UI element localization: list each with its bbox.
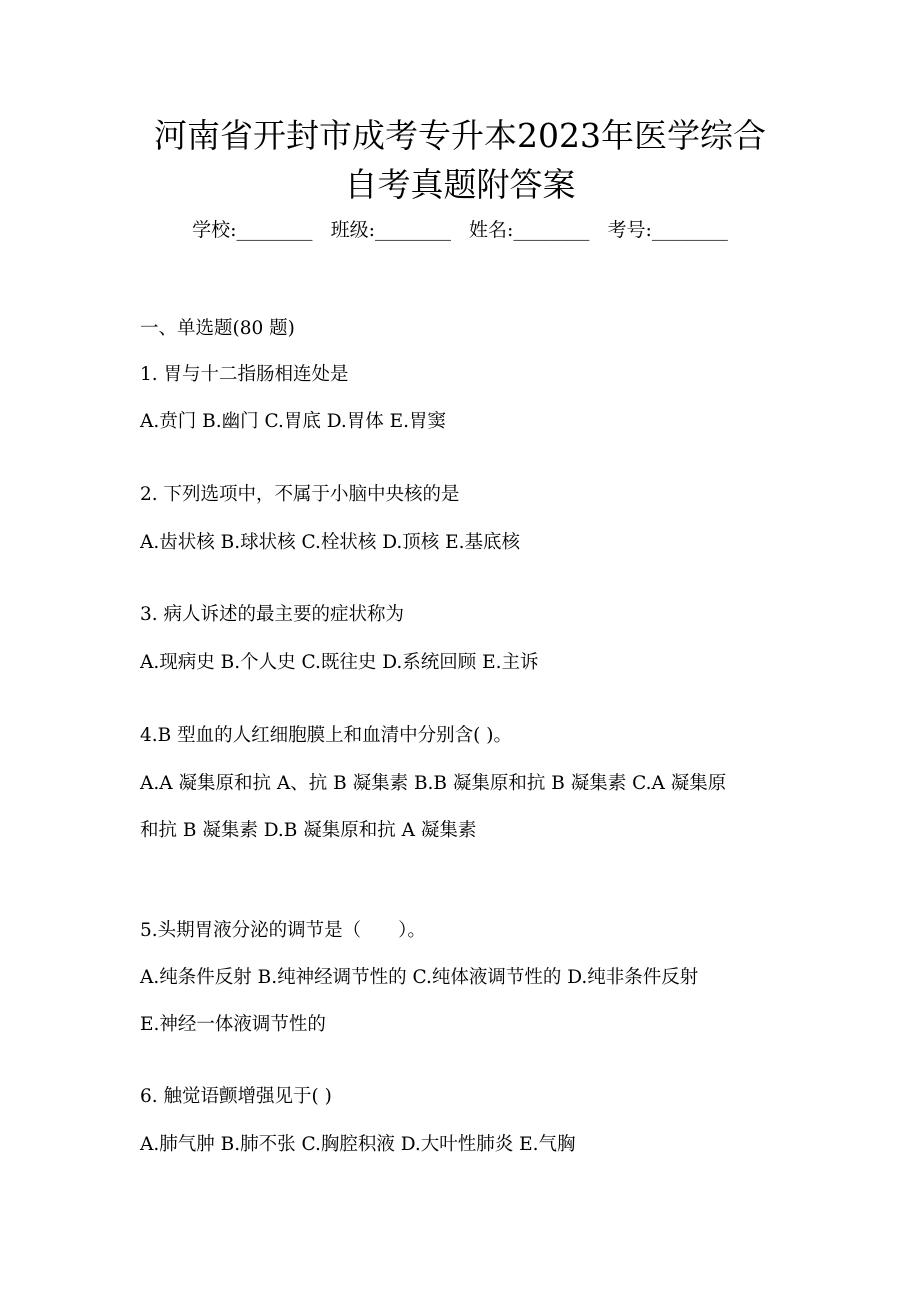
class-field: 班级:________: [330, 219, 451, 241]
document-title-line-2: 自考真题附答案: [344, 165, 576, 204]
school-field: 学校:________: [192, 219, 313, 241]
question-6-options: A.肺气肿 B.肺不张 C.胸腔积液 D.大叶性肺炎 E.气胸: [140, 1134, 576, 1155]
question-6-stem: 6. 触觉语颤增强见于( ): [140, 1086, 332, 1107]
question-1-stem: 1. 胃与十二指肠相连处是: [140, 364, 349, 385]
question-5-options-line-2: E.神经一体液调节性的: [140, 1014, 326, 1035]
question-3-options: A.现病史 B.个人史 C.既往史 D.系统回顾 E.主诉: [140, 652, 539, 673]
question-4-stem: 4.B 型血的人红细胞膜上和血清中分别含( )。: [140, 725, 512, 746]
question-2-options: A.齿状核 B.球状核 C.栓状核 D.顶核 E.基底核: [140, 532, 521, 553]
question-2-stem: 2. 下列选项中，不属于小脑中央核的是: [140, 484, 460, 505]
name-field: 姓名:________: [469, 219, 590, 241]
question-1-options: A.贲门 B.幽门 C.胃底 D.胃体 E.胃窦: [140, 411, 447, 432]
student-info-fields: [0, 216, 920, 244]
question-4-options-line-1: A.A 凝集原和抗 A、抗 B 凝集素 B.B 凝集原和抗 B 凝集素 C.A 凝集原: [140, 773, 727, 794]
question-4-options-line-2: 和抗 B 凝集素 D.B 凝集原和抗 A 凝集素: [140, 820, 477, 841]
question-3-stem: 3. 病人诉述的最主要的症状称为: [140, 604, 405, 625]
section-heading: 一、单选题(80 题): [140, 318, 295, 339]
question-5-options-line-1: A.纯条件反射 B.纯神经调节性的 C.纯体液调节性的 D.纯非条件反射: [140, 967, 699, 988]
document-title-line-1: 河南省开封市成考专升本2023年医学综合: [154, 116, 766, 155]
exam-number-field: 考号:________: [607, 219, 728, 241]
question-5-stem: 5.头期胃液分泌的调节是（ ）。: [140, 920, 426, 941]
